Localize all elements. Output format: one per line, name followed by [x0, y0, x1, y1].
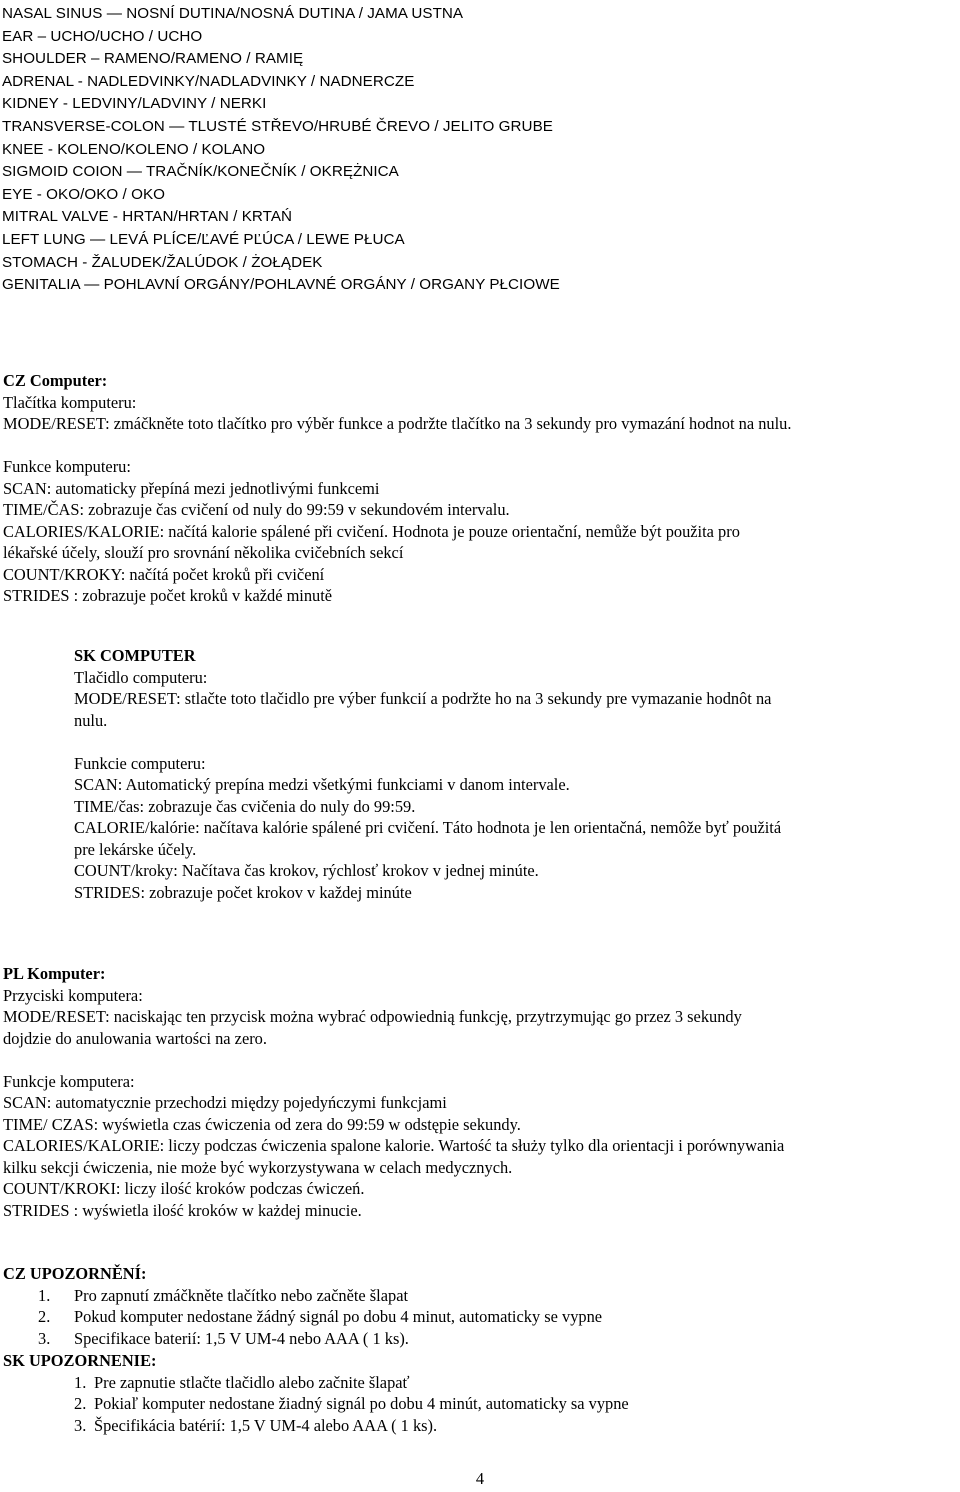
buttons-title: Tlačítka komputeru:	[3, 392, 137, 412]
cz-warning-section	[3, 1263, 602, 1349]
organ-item: TRANSVERSE-COLON — TLUSTÉ STŘEVO/HRUBÉ ČREVO / JELITO GRUBE	[2, 117, 553, 135]
organ-item: MITRAL VALVE - HRTAN/HRTAN / KRTAŃ	[2, 208, 293, 226]
organ-item: SHOULDER – RAMENO/RAMENO / RAMIĘ	[2, 50, 304, 68]
scan-text: SCAN: Automatický prepína medzi všetkými funkciami v danom intervale.	[74, 775, 570, 794]
list-text: Specifikace baterií: 1,5 V UM-4 nebo AAA ( 1 ks).	[74, 1328, 409, 1348]
section-heading: SK UPOZORNENIE:	[3, 1351, 157, 1370]
organ-item: STOMACH - ŽALUDEK/ŽALÚDOK / ŻOŁĄDEK	[2, 253, 323, 271]
warning-list	[74, 1372, 629, 1437]
list-number: 2.	[38, 1307, 51, 1326]
organ-item: KNEE - KOLENO/KOLENO / KOLANO	[2, 140, 266, 158]
functions-title: Funkcje komputera:	[3, 1071, 135, 1091]
strides-text: STRIDES: zobrazuje počet krokov v každej minúte	[74, 882, 412, 902]
calories-text: CALORIE/kalórie: načítava kalórie spálené pri cvičení. Táto hodnota je len orientačná, nemôže byť použitá	[74, 818, 782, 837]
list-text: Pre zapnutie stlačte tlačidlo alebo začnite šlapať	[94, 1372, 410, 1392]
list-text: Pokiaľ komputer nedostane žiadný signál po dobu 4 minút, automaticky sa vypne	[94, 1394, 629, 1413]
pl-computer-section	[3, 963, 784, 1221]
list-text: Pro zapnutí zmáčkněte tlačítko nebo začněte šlapat	[74, 1285, 409, 1305]
list-number: 1.	[38, 1285, 51, 1305]
section-heading: CZ Computer:	[3, 371, 108, 390]
section-heading: CZ UPOZORNĚNÍ:	[3, 1264, 147, 1283]
section-heading: SK COMPUTER	[74, 646, 196, 665]
list-item	[38, 1328, 602, 1350]
organ-item: LEFT LUNG — LEVÁ PLÍCE/ĽAVÉ PĽÚCA / LEWE PŁUCA	[2, 230, 405, 248]
strides-text: STRIDES : zobrazuje počet kroků v každé minutě	[3, 586, 333, 605]
calories-text: CALORIES/KALORIE: načítá kalorie spálené při cvičení. Hodnota je pouze orientační, nemůže být použita pro	[3, 521, 740, 541]
list-number: 2.	[74, 1394, 87, 1413]
scan-text: SCAN: automaticky přepíná mezi jednotlivými funkcemi	[3, 478, 380, 498]
count-text: COUNT/kroky: Načítava čas krokov, rýchlosť krokov v jednej minúte.	[74, 861, 539, 880]
list-number: 1.	[74, 1372, 87, 1392]
list-item	[74, 1393, 629, 1415]
section-heading: PL Komputer:	[3, 964, 106, 983]
list-number: 3.	[38, 1328, 51, 1348]
count-text: COUNT/KROKY: načítá počet kroků při cvičení	[3, 564, 325, 584]
mode-reset-text: MODE/RESET: zmáčkněte toto tlačítko pro výběr funkce a podržte tlačítko na 3 sekundy pro vymazání hodnot na nulu.	[3, 414, 792, 433]
mode-reset-text-cont: nulu.	[74, 710, 108, 730]
calories-text-cont: pre lekárske účely.	[74, 839, 197, 859]
mode-reset-text-cont: dojdzie do anulowania wartości na zero.	[3, 1028, 267, 1048]
calories-text-cont: lékařské účely, slouží pro srovnání několika cvičebních sekcí	[3, 543, 404, 562]
warning-list	[38, 1285, 602, 1350]
calories-text: CALORIES/KALORIE: liczy podczas ćwiczenia spalone kalorie. Wartość ta służy tylko dla orientacji i porównywania	[3, 1136, 785, 1155]
buttons-title: Przyciski komputera:	[3, 985, 143, 1005]
organ-item: EAR – UCHO/UCHO / UCHO	[2, 27, 203, 45]
strides-text: STRIDES : wyświetla ilość kroków w każdej minucie.	[3, 1200, 362, 1220]
count-text: COUNT/KROKI: liczy ilość kroków podczas ćwiczeń.	[3, 1179, 365, 1198]
mode-reset-text: MODE/RESET: naciskając ten przycisk można wybrać odpowiednią funkcję, przytrzymując go przez 3 sekundy	[3, 1007, 742, 1026]
sk-computer-section	[74, 645, 781, 903]
time-text: TIME/ČAS: zobrazuje čas cvičení od nuly do 99:59 v sekundovém intervalu.	[3, 500, 510, 519]
list-text: Špecifikácia batérií: 1,5 V UM-4 alebo AAA ( 1 ks).	[94, 1415, 438, 1435]
organ-item: EYE - OKO/OKO / OKO	[2, 185, 165, 203]
sk-warning-section	[3, 1350, 629, 1436]
list-item	[74, 1372, 629, 1394]
page-number: 4	[475, 1469, 485, 1488]
organ-item: KIDNEY - LEDVINY/LADVINY / NERKI	[2, 95, 267, 113]
functions-title: Funkce komputeru:	[3, 457, 131, 476]
calories-text-cont: kilku sekcji ćwiczenia, nie może być wykorzystywana w celach medycznych.	[3, 1157, 513, 1177]
scan-text: SCAN: automatycznie przechodzi między pojedyńczymi funkcjami	[3, 1093, 447, 1112]
organ-list	[2, 3, 560, 297]
time-text: TIME/čas: zobrazuje čas cvičenia do nuly do 99:59.	[74, 796, 416, 816]
buttons-title: Tlačidlo computeru:	[74, 667, 208, 687]
list-item	[38, 1306, 602, 1328]
list-item	[74, 1415, 629, 1437]
mode-reset-text: MODE/RESET: stlačte toto tlačidlo pre výber funkcií a podržte ho na 3 sekundy pre vymazanie hodnôt na	[74, 689, 772, 708]
time-text: TIME/ CZAS: wyświetla czas ćwiczenia od zera do 99:59 w odstępie sekundy.	[3, 1114, 521, 1134]
list-number: 3.	[74, 1415, 87, 1435]
organ-item: SIGMOID COION — TRAČNÍK/KONEČNÍK / OKRĘŻNICA	[2, 163, 399, 181]
organ-item: NASAL SINUS — NOSNÍ DUTINA/NOSNÁ DUTINA / JAMA USTNA	[2, 5, 464, 22]
organ-item: GENITALIA — POHLAVNÍ ORGÁNY/POHLAVNÉ ORGÁNY / ORGANY PŁCIOWE	[2, 276, 560, 294]
list-item	[38, 1285, 602, 1307]
organ-item: ADRENAL - NADLEDVINKY/NADLADVINKY / NADNERCZE	[2, 72, 415, 90]
functions-title: Funkcie computeru:	[74, 753, 206, 773]
list-text: Pokud komputer nedostane žádný signál po dobu 4 minut, automaticky se vypne	[74, 1307, 603, 1326]
cz-computer-section	[3, 370, 791, 607]
